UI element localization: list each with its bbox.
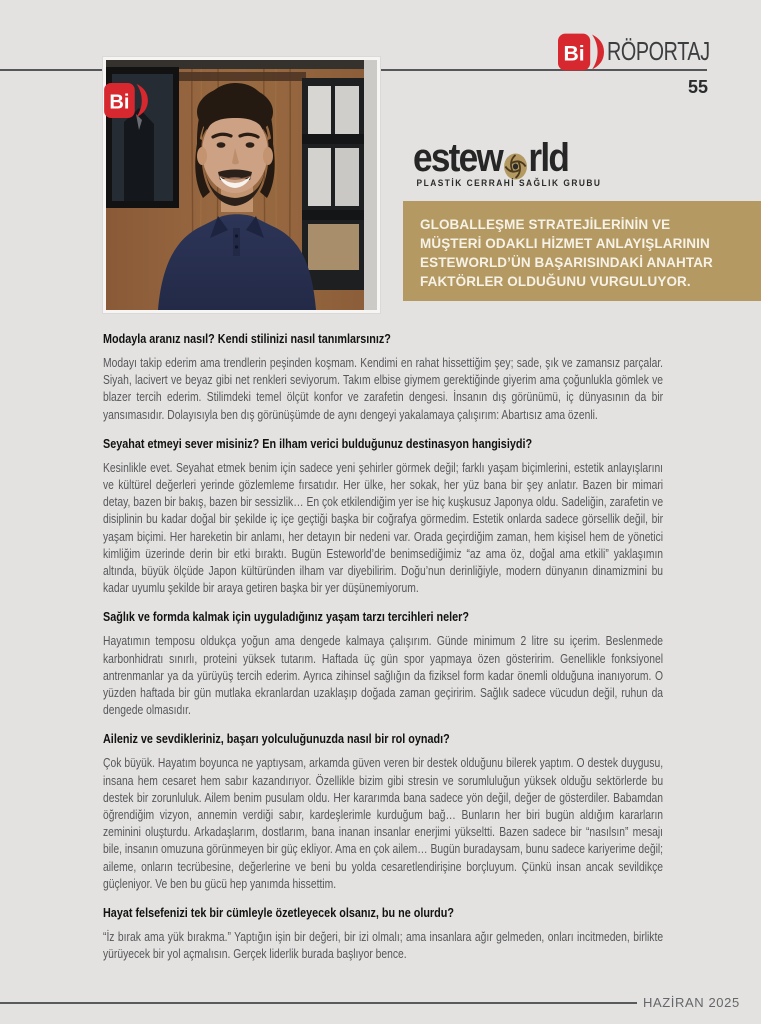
- qa-block: [103, 436, 663, 598]
- esteworld-wordmark: [413, 136, 601, 180]
- interview-answer: “İz bırak ama yük bırakma.” Yaptığın işin bir değeri, bir izi olmalı; ama insanlara ağır gelmeden, onları incitmeden, birlikte yürüyecek bir yol açmalısın. Gerçek liderlik burada başlıyor bence.: [103, 930, 664, 962]
- qa-block: [103, 331, 663, 424]
- footer-issue: HAZİRAN 2025: [643, 995, 740, 1010]
- esteworld-wordmark-left: estew: [413, 136, 503, 180]
- esteworld-wordmark-right: rld: [528, 136, 569, 180]
- highlight-line: GLOBALLEŞME STRATEJİLERİNİN VE: [420, 217, 671, 232]
- highlight-box: [403, 201, 761, 301]
- bi-logo-text: Bi: [563, 42, 585, 66]
- highlight-line: MÜŞTERİ ODAKLI HİZMET ANLAYIŞLARININ: [420, 236, 710, 251]
- bi-logo-icon: [558, 33, 604, 71]
- interview-question: Sağlık ve formda kalmak için uyguladığınız yaşam tarzı tercihleri neler?: [103, 609, 470, 625]
- interview-answer: Çok büyük. Hayatım boyunca ne yaptıysam, arkamda güven veren bir destek olduğunu bilerek yaptım. O destek duygusu, insana hem cesaret hem sabır kazandırıyor. Özellikle bizim gibi stresin ve sorumluluğun yüksek olduğu sektörlerde bu destek bir zorunluluk. Ailem benim pusulam oldu. Her kararımda bana sadece yön değil, değer de gösterdiler. Babamdan öğrendiğim vizyon, annemin verdiği sabır, kardeşlerimle kurduğum bağ… Bunların her biri bugün aldığım kararların zeminini oluşturdu. Arkadaşlarım, dostlarım, bana inanan insanlar enerjimi yükseltti. Bazen sadece bir “nasılsın” mesajı bile, insanın omuzuna görünmeyen bir güç ekliyor. Ama en çok ailem… Bugün buradaysam, bunu sadece kariyerime değil; aileme, onların tecrübesine, değerlerine ve beni bu yolda cesaretlendirişine borçluyum. Çünkü insan ancak sevildikçe güçleniyor. Ve ben bu gücü hep yanımda hissettim.: [103, 756, 664, 891]
- esteworld-o-icon: [504, 148, 528, 175]
- footer-rule: [0, 1002, 637, 1004]
- interview-question: Seyahat etmeyi sever misiniz? En ilham verici bulduğunuz destinasyon hangisiydi?: [103, 435, 533, 451]
- qa-block: [103, 731, 663, 893]
- interview-question: Hayat felsefenizi tek bir cümleyle özetleyecek olsanız, bu ne olurdu?: [103, 905, 454, 921]
- page-number: 55: [687, 77, 708, 97]
- bi-badge-text: Bi: [109, 91, 130, 114]
- esteworld-subtitle: PLASTİK CERRAHİ SAĞLIK GRUBU: [416, 178, 602, 189]
- header-rule-left: [0, 69, 102, 71]
- interview-answer: Modayı takip ederim ama trendlerin peşinden koşmam. Kendimi en rahat hissettiğim şey; sade, şık ve zamansız parçalar. Siyah, lacivert ve beyaz gibi net renkleri seviyorum. Takım elbise giymem gerektiğinde giyerim ama çoğunlukla gömlek ve blazer tercih ederim. Stilimdeki temel ölçüt konfor ve zarafetin dengesi. İnsanın dış görünümü, iç dünyasının da bir yansımasıdır. Dolayısıyla ben dış görünüşümde de aynı dengeyi yakalamaya çalışırım: Abartısız ama özenli.: [103, 356, 664, 422]
- highlight-line: ESTEWORLD’ÜN BAŞARISINDAKİ ANAHTAR: [420, 255, 713, 270]
- header-rule-right: [381, 69, 707, 71]
- interview-article: [103, 331, 663, 975]
- esteworld-logo: [413, 136, 602, 189]
- interview-answer: Kesinlikle evet. Seyahat etmek benim için sadece yeni şehirler görmek değil; farklı yaşam biçimlerini, estetik anlayışlarını ve kültürel değerleri yerinde gözlemleme fırsatıdır. Her ülke, her sokak, her yüz bana bir şey anlatır. Bazen bir mimari detay, bazen bir bakış, bazen bir sessizlik… En çok etkilendiğim yer ise hiç kuşkusuz Japonya oldu. Sadeliğin, zarafetin ve disiplinin bu kadar doğal bir şekilde iç içe geçtiği başka bir coğrafya görmedim. Estetik onlarda sadece görsellik değil, bir yaşam biçimi. Her hareketin bir anlamı, her detayın bir nedeni var. Orada geçirdiğim zaman, hem kişisel hem de yönetici kimliğim üzerinde derin bir etki bıraktı. Bugün Esteworld’de benimsediğimiz “az ama öz, doğal ama etkili” yaklaşımın altında, büyük ölçüde Japon kültüründen ilham var diyebilirim. Doğu’nun derinliğiyle, modern dünyanın dinamizmini bu kadar uyumlu şekilde bir araya getiren başka bir yer düşünemiyorum.: [103, 460, 664, 596]
- interview-question: Modayla aranız nasıl? Kendi stilinizi nasıl tanımlarsınız?: [103, 331, 391, 346]
- bi-logo-icon: [104, 83, 148, 118]
- interview-answer: Hayatımın temposu oldukça yoğun ama dengede kalmaya çalışırım. Günde minimum 2 litre su içerim. Beslenmede karbonhidratı sınırlı, proteini yüksek tutarım. Haftada üç gün spor yapmaya özen gösteririm. Genellikle fonksiyonel antrenmanlar ya da yürüyüş tercih ederim. Ayrıca zihinsel sağlığın da fiziksel form kadar önemli olduğuna inanıyorum. O yüzden haftada bir gün mutlaka ekranlardan uzaklaşıp doğada zaman geçiririm. Sağlık sadece vücudun değil, ruhun da dengede olmasıdır.: [103, 634, 664, 718]
- highlight-line: FAKTÖRLER OLDUĞUNU VURGULUYOR.: [420, 274, 691, 289]
- qa-block: [103, 905, 663, 963]
- section-title: RÖPORTAJ: [607, 36, 710, 66]
- qa-block: [103, 609, 663, 719]
- interview-question: Aileniz ve sevdikleriniz, başarı yolculuğunuzda nasıl bir rol oynadı?: [103, 731, 450, 747]
- portrait-photo: [103, 57, 380, 313]
